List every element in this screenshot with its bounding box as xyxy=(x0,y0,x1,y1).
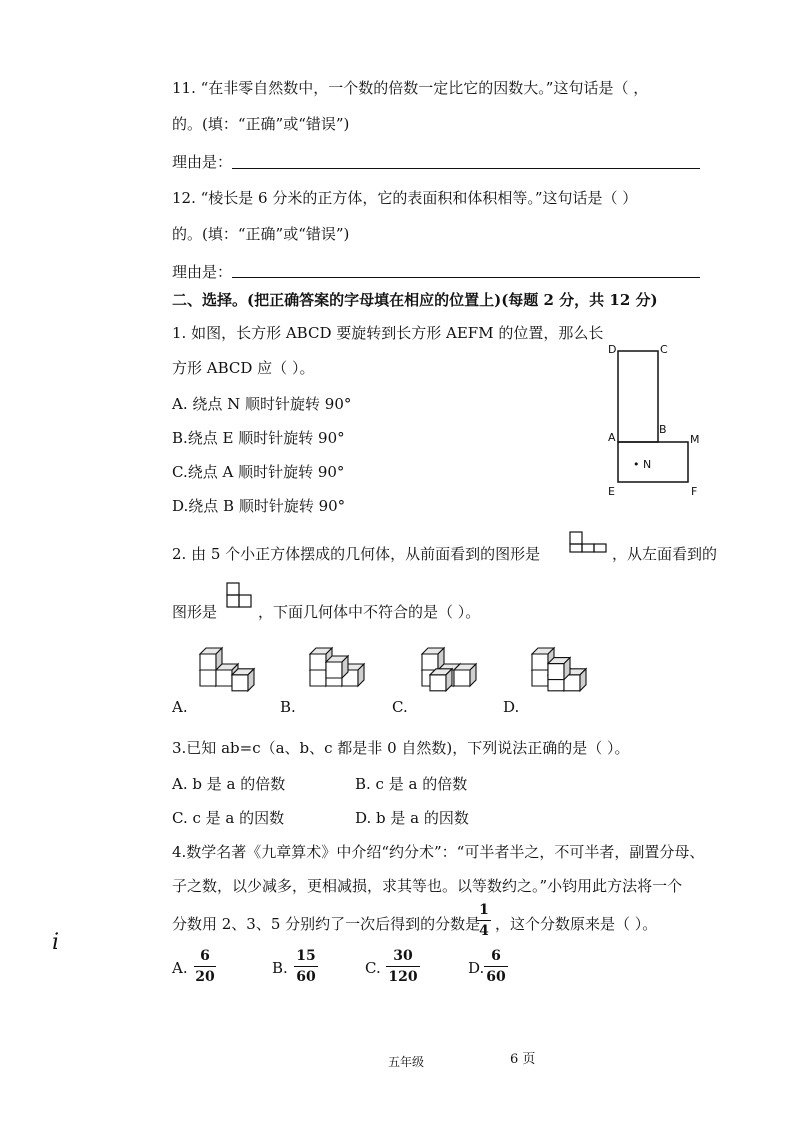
fraction-numerator: 15 xyxy=(296,948,316,964)
q11-line2: 的。(填：“正确”或“错误”) xyxy=(172,115,350,133)
q3-option-d[interactable]: D. b 是 a 的因数 xyxy=(355,809,469,827)
q3-option-b[interactable]: B. c 是 a 的倍数 xyxy=(355,775,468,793)
q2-line1b: ，从左面看到的 xyxy=(612,545,718,563)
q4-option-c-fraction[interactable] xyxy=(386,948,420,985)
q1-option-b: B.绕点 E 顺时针旋转 90° xyxy=(172,429,345,447)
footer-grade: 五年级 xyxy=(388,1055,425,1069)
cube xyxy=(548,658,570,680)
cube xyxy=(326,656,348,678)
cube xyxy=(430,669,452,691)
q4-option-c-label[interactable]: C. xyxy=(365,959,381,977)
q12-line1: 12. “棱长是 6 分米的正方体，它的表面积和体积相等。”这句话是（ ） xyxy=(172,189,638,207)
fraction-denominator: 20 xyxy=(195,969,215,985)
fraction-numerator: 6 xyxy=(200,948,210,964)
q1-option-c: C.绕点 A 顺时针旋转 90° xyxy=(172,463,345,481)
q4-given-fraction xyxy=(477,902,491,939)
label-a: A xyxy=(608,431,616,444)
fraction-numerator: 30 xyxy=(393,948,413,964)
label-b: B xyxy=(659,423,667,436)
fraction-numerator: 6 xyxy=(491,948,501,964)
q4-line2: 子之数，以少减多，更相减损，求其等也。以等数约之。”小钧用此方法将一个 xyxy=(172,877,683,895)
q4-option-b-fraction[interactable] xyxy=(294,948,318,985)
section2-title: 二、选择。(把正确答案的字母填在相应的位置上)(每题 2 分，共 12 分) xyxy=(172,291,658,309)
fraction-denominator: 120 xyxy=(388,969,418,985)
q2-option-a[interactable]: A. xyxy=(172,698,188,716)
q4-option-d-label[interactable]: D. xyxy=(468,959,485,977)
q4-option-a-fraction[interactable] xyxy=(194,948,216,985)
q1-option-a: A. 绕点 N 顺时针旋转 90° xyxy=(172,395,352,413)
q2-line2b: ，下面几何体中不符合的是（ ）。 xyxy=(258,603,481,621)
left-view-icon xyxy=(225,581,255,611)
cube-options-drawing xyxy=(190,646,630,716)
label-n: • N xyxy=(633,458,652,471)
q2-line1a: 2. 由 5 个小正方体摆成的几何体，从前面看到的图形是 xyxy=(172,545,541,563)
fraction-denominator: 60 xyxy=(296,969,316,985)
label-c: C xyxy=(660,343,668,356)
q11-answer-line[interactable] xyxy=(232,168,700,169)
q4-option-d-fraction[interactable] xyxy=(484,948,508,985)
label-d: D xyxy=(608,343,617,356)
q3-option-a[interactable]: A. b 是 a 的倍数 xyxy=(172,775,286,793)
fraction-numerator: 1 xyxy=(479,902,489,918)
q4-line3b: ，这个分数原来是（ ）。 xyxy=(495,915,658,933)
cube xyxy=(232,669,254,691)
q4-line1: 4.数学名著《九章算术》中介绍“约分术”：“可半者半之，不可半者，副置分母、 xyxy=(172,843,705,861)
q2-option-b[interactable]: B. xyxy=(280,698,296,716)
label-e: E xyxy=(608,485,615,498)
fraction-denominator: 4 xyxy=(479,923,489,939)
margin-mark: i xyxy=(52,930,60,955)
q1-line1: 1. 如图，长方形 ABCD 要旋转到长方形 AEFM 的位置，那么长 xyxy=(172,324,604,342)
q3-option-c[interactable]: C. c 是 a 的因数 xyxy=(172,809,285,827)
q2-line2a: 图形是 xyxy=(172,603,218,621)
q4-option-a-label[interactable]: A. xyxy=(172,959,188,977)
footer-page: 6 页 xyxy=(510,1052,536,1067)
fraction-denominator: 60 xyxy=(486,969,506,985)
q4-line3a: 分数用 2、3、5 分别约了一次后得到的分数是 xyxy=(172,915,481,933)
q1-option-d: D.绕点 B 顺时针旋转 90° xyxy=(172,497,346,515)
q12-answer-line[interactable] xyxy=(232,277,700,278)
q2-option-d[interactable]: D. xyxy=(503,698,520,716)
q1-line2: 方形 ABCD 应（ ）。 xyxy=(172,359,315,377)
q11-reason-label: 理由是： xyxy=(172,153,233,171)
q4-option-b-label[interactable]: B. xyxy=(272,959,288,977)
label-f: F xyxy=(691,485,698,498)
q12-line2: 的。(填：“正确”或“错误”) xyxy=(172,225,350,243)
label-m: M xyxy=(690,433,700,446)
q2-option-c[interactable]: C. xyxy=(392,698,408,716)
q12-reason-label: 理由是： xyxy=(172,263,233,281)
cube xyxy=(454,664,476,686)
q11-line1: 11. “在非零自然数中，一个数的倍数一定比它的因数大。”这句话是（ ， xyxy=(172,79,649,97)
front-view-icon xyxy=(569,531,609,553)
q3-line1: 3.已知 ab=c（a、b、c 都是非 0 自然数)，下列说法正确的是（ ）。 xyxy=(172,739,630,757)
